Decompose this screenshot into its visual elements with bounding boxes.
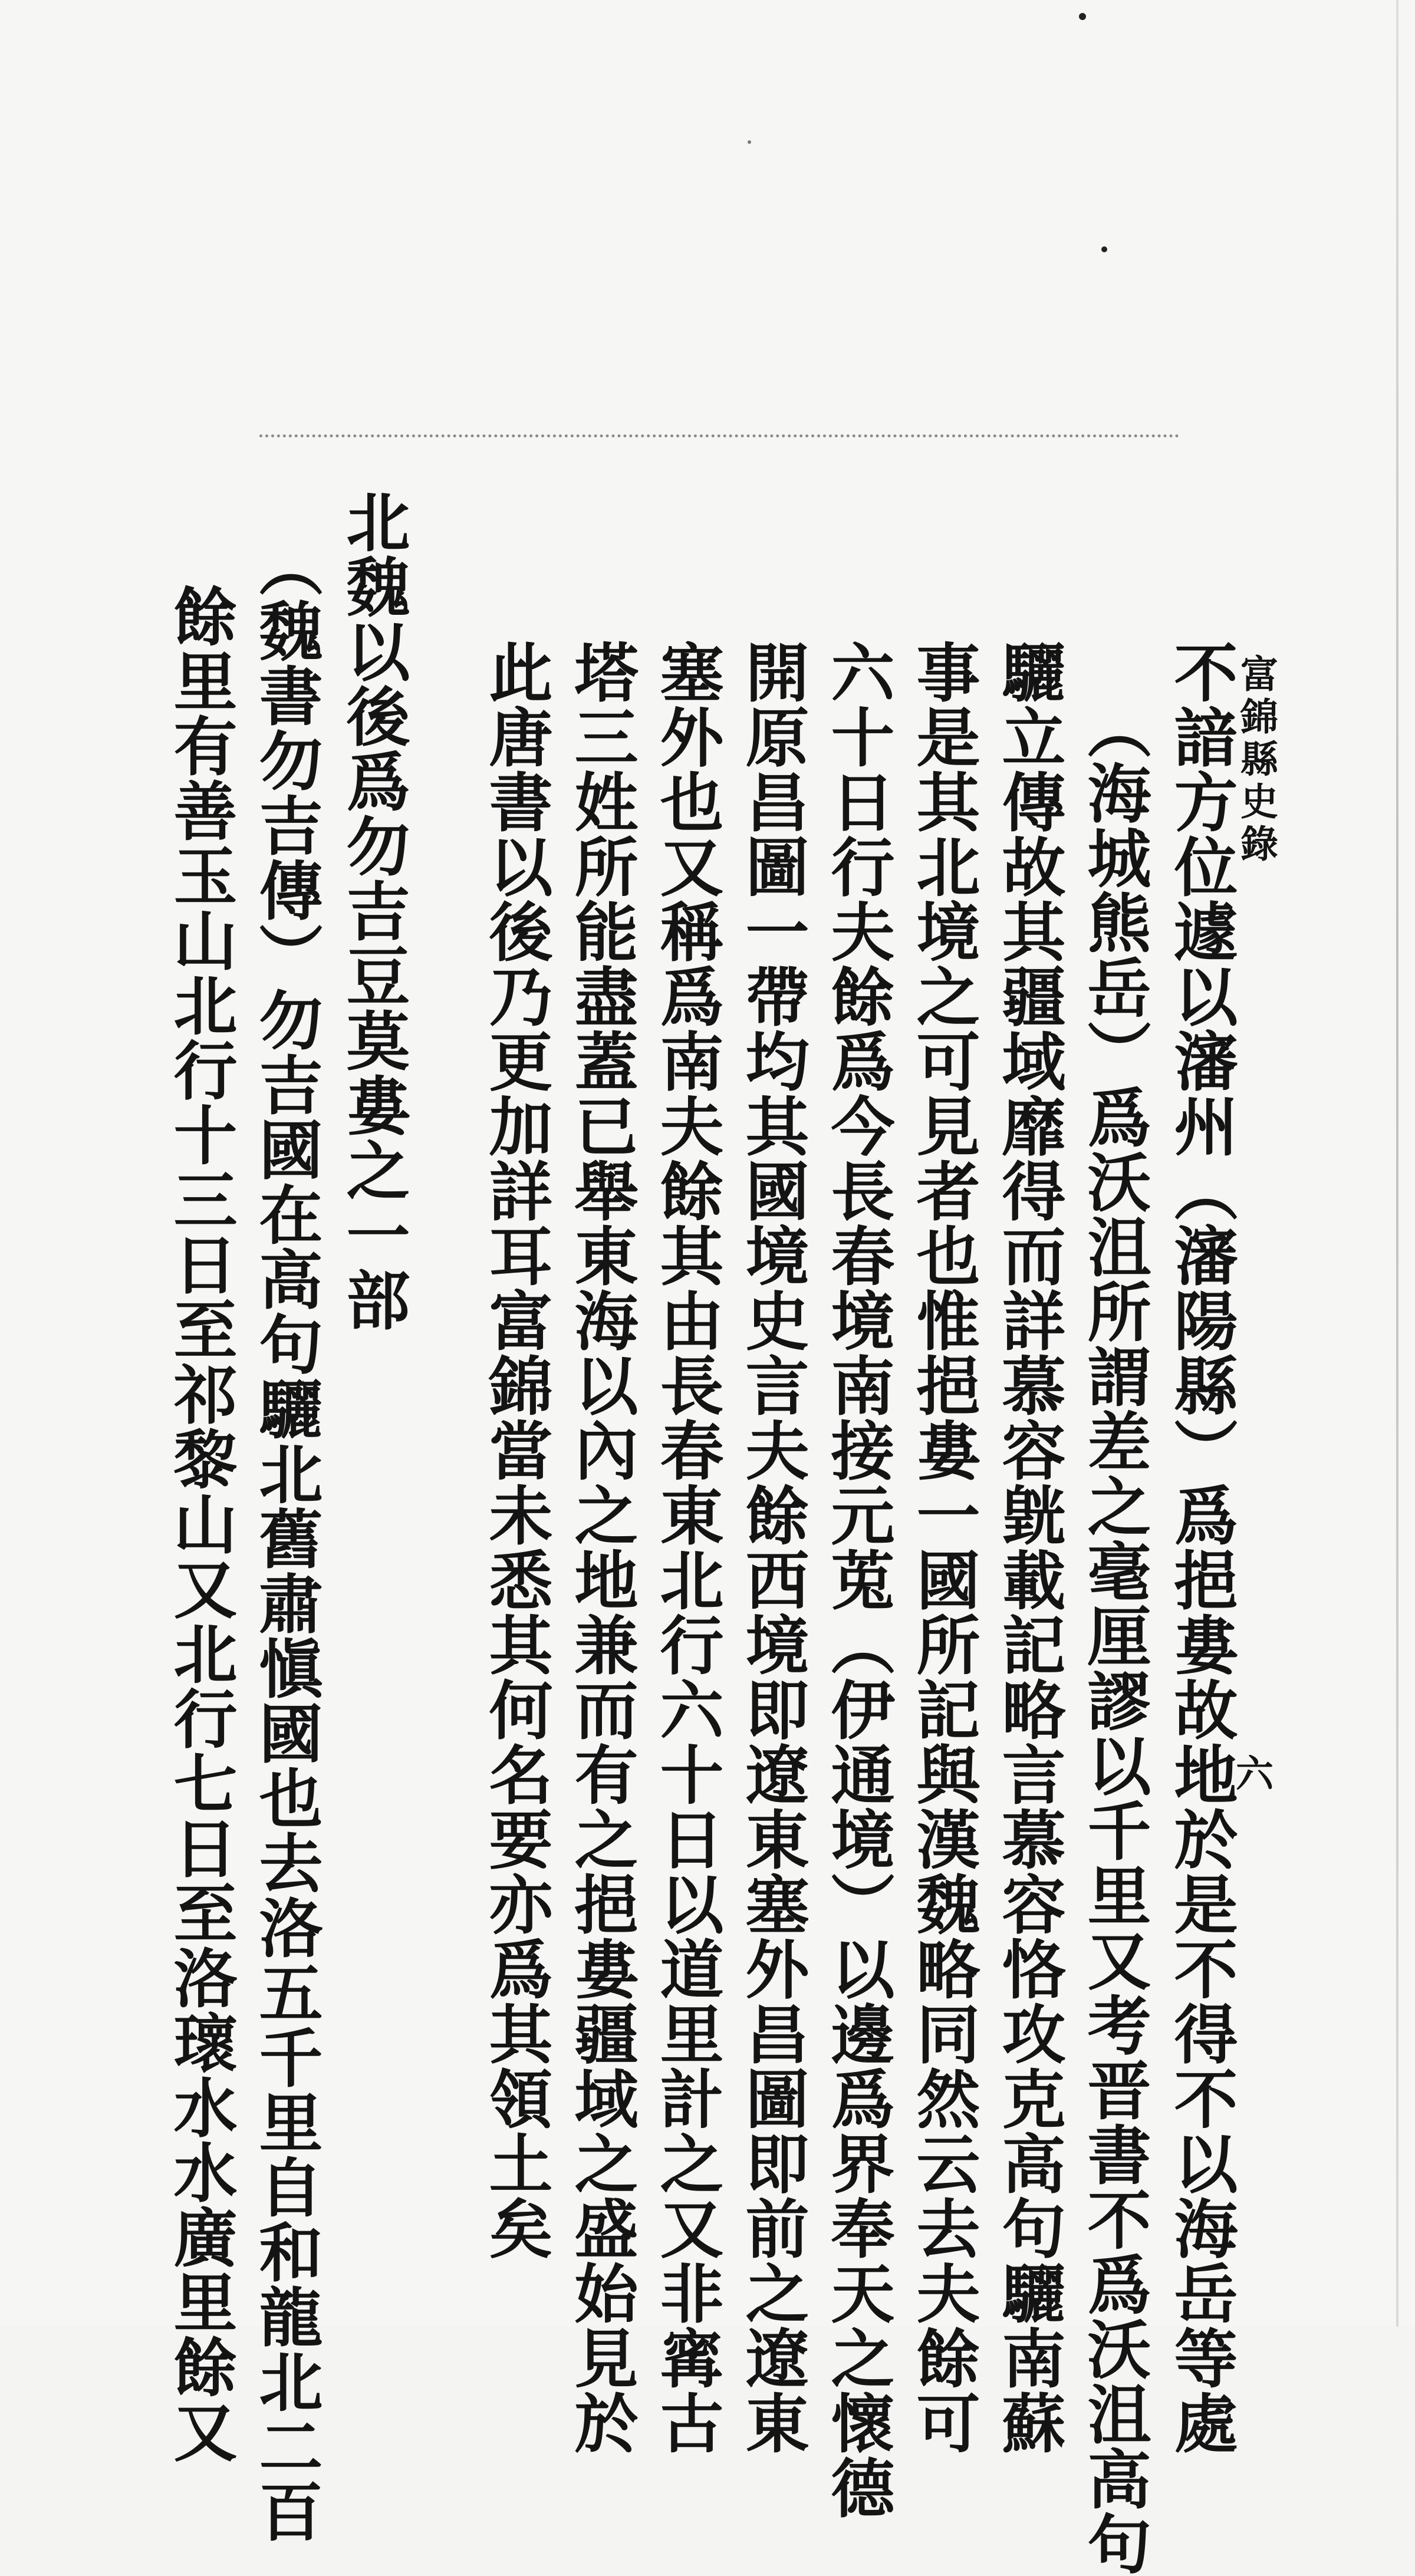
- text-column: 六十日行夫餘爲今長春境南接元莵（伊通境）以邊爲界奉天之懷德: [820, 640, 894, 2520]
- page-number: 六: [1229, 1754, 1274, 1791]
- text-column: 塔三姓所能盡蓋已舉東海以內之地兼而有之挹婁疆域之盛始見於: [564, 640, 638, 2455]
- page-edge-shadow: [1396, 0, 1398, 2327]
- ink-speck: [1079, 13, 1086, 20]
- ink-speck: [748, 140, 751, 144]
- text-column: （魏書勿吉傳）勿吉國在高句驪北舊肅愼國也去洛五千里自和龍北二百: [248, 533, 323, 2544]
- text-column: 開原昌圖一帶均其國境史言夫餘西境即遼東塞外昌圖即前之遼東: [735, 640, 809, 2455]
- text-column: （海城熊岳）爲沃沮所謂差之毫厘謬以千里又考晋書不爲沃沮高句: [1077, 696, 1151, 2576]
- section-heading: 北魏以後爲勿吉豆莫婁之一部: [335, 489, 410, 1332]
- text-column: 不諳方位遽以瀋州（瀋陽縣）爲挹婁故地於是不得不以海岳等處: [1163, 640, 1238, 2455]
- running-header-title: 富錦縣史錄: [1234, 654, 1278, 867]
- text-column: 餘里有善玉山北行十三日至祁黎山又北行七日至洛瓌水水廣里餘又: [163, 584, 237, 2464]
- text-column: 塞外也又稱爲南夫餘其由長春東北行六十日以道里計之又非寗古: [649, 640, 723, 2455]
- text-column: 此唐書以後乃更加詳耳富錦當未悉其何名要亦爲其領土矣: [478, 640, 552, 2261]
- text-column: 事是其北境之可見者也惟挹婁一國所記與漢魏略同然云去夫餘可: [906, 640, 980, 2455]
- dotted-divider: [259, 434, 1179, 437]
- ink-speck: [1101, 246, 1107, 252]
- text-column: 驪立傳故其疆域靡得而詳慕容皝載記略言慕容恪攻克高句驪南蘇: [991, 640, 1065, 2455]
